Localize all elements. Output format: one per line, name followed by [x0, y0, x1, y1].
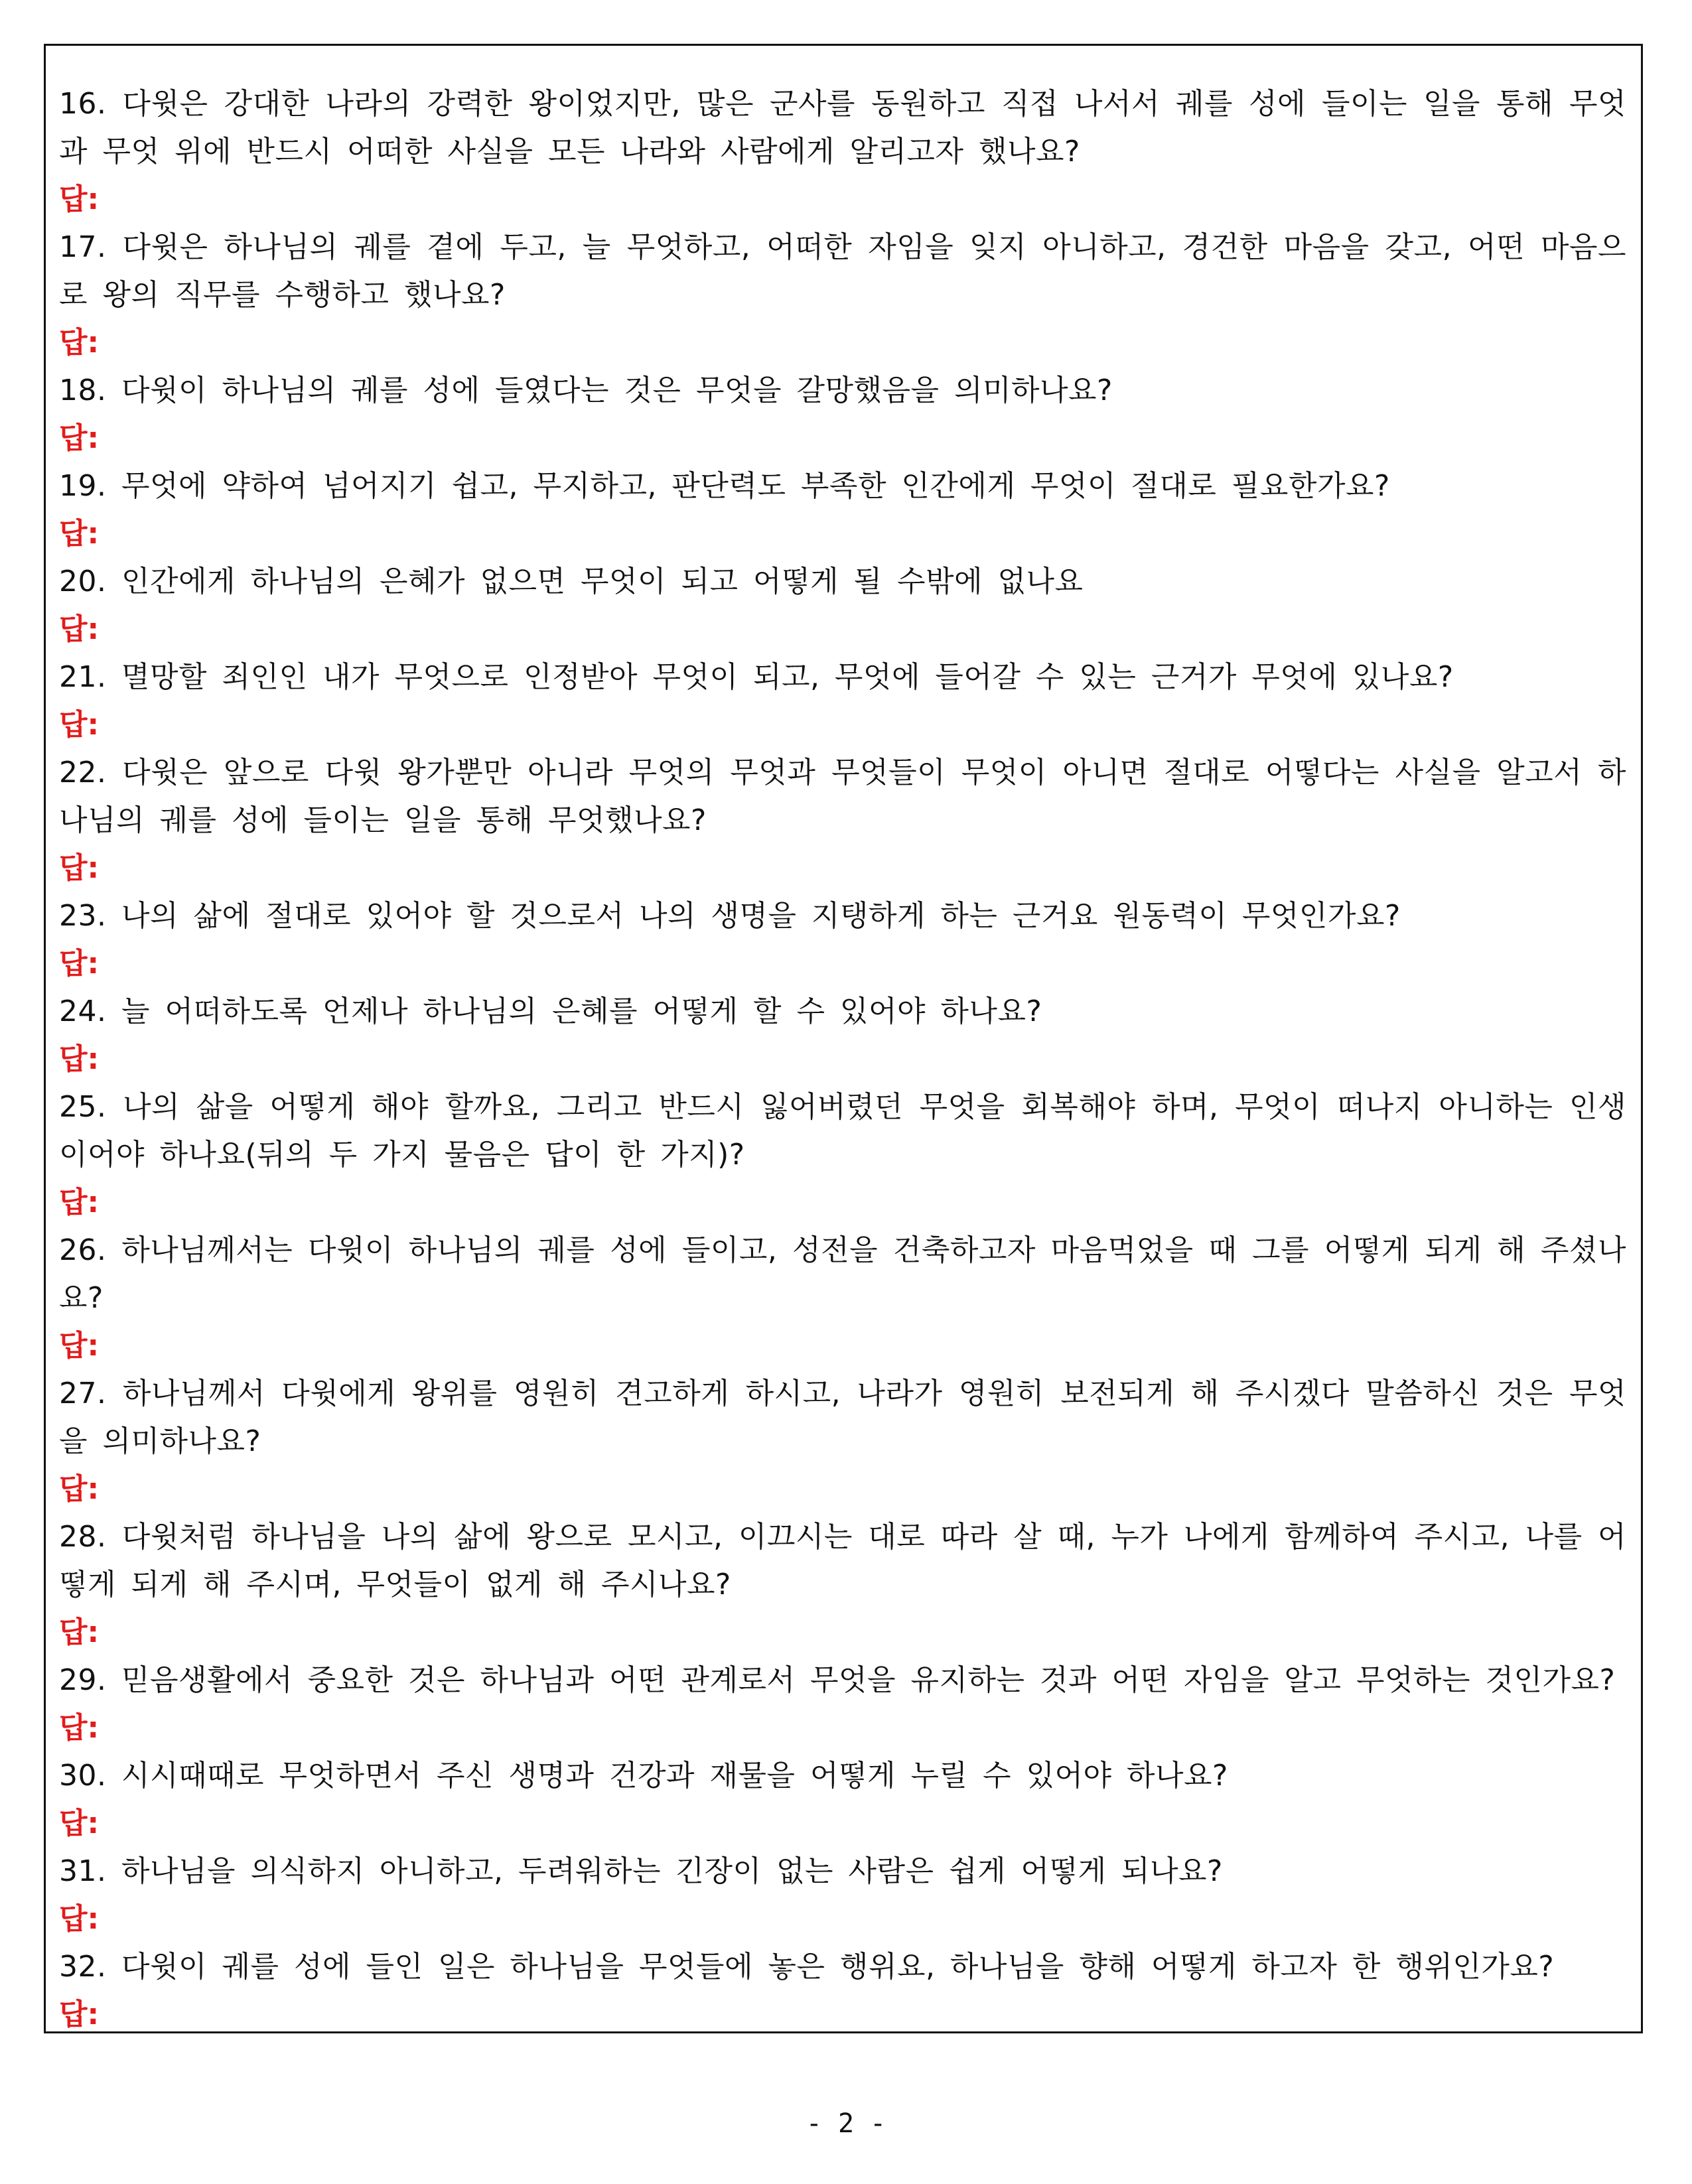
question-22: 22. 다윗은 앞으로 다윗 왕가뿐만 아니라 무엇의 무엇과 무엇들이 무엇이 아니면 절대로 어떻다는 사실을 알고서 하나님의 궤를 성에 들이는 일을 통해 무엇했나요? [59, 756, 1626, 837]
qa-item-31 [59, 1848, 1626, 1943]
answer-label-25: 답: [59, 1186, 100, 1219]
question-25: 25. 나의 삶을 어떻게 해야 할까요, 그리고 반드시 잃어버렸던 무엇을 회복해야 하며, 무엇이 떠나지 아니하는 인생이어야 하나요(뒤의 두 가지 물음은 답이 한 가지)? [59, 1090, 1626, 1172]
question-box [44, 44, 1643, 2033]
answer-label-22: 답: [59, 851, 100, 885]
question-29: 29. 믿음생활에서 중요한 것은 하나님과 어떤 관계로서 무엇을 유지하는 것과 어떤 자임을 알고 무엇하는 것인가요? [59, 1663, 1616, 1697]
answer-label-24: 답: [59, 1042, 100, 1076]
qa-item-23 [59, 892, 1626, 988]
question-18: 18. 다윗이 하나님의 궤를 성에 들였다는 것은 무엇을 갈망했음을 의미하나요? [59, 374, 1113, 407]
qa-item-16 [59, 80, 1626, 224]
qa-item-20 [59, 558, 1626, 653]
answer-label-20: 답: [59, 612, 100, 646]
answer-label-28: 답: [59, 1615, 100, 1649]
qa-item-17 [59, 224, 1626, 367]
answer-label-29: 답: [59, 1711, 100, 1745]
qa-item-29 [59, 1657, 1626, 1752]
qa-item-19 [59, 462, 1626, 558]
question-23: 23. 나의 삶에 절대로 있어야 할 것으로서 나의 생명을 지탱하게 하는 근거요 원동력이 무엇인가요? [59, 899, 1401, 933]
qa-item-21 [59, 653, 1626, 749]
answer-label-19: 답: [59, 517, 100, 551]
answer-label-26: 답: [59, 1329, 100, 1363]
answer-label-23: 답: [59, 947, 100, 981]
answer-label-27: 답: [59, 1472, 100, 1506]
question-28: 28. 다윗처럼 하나님을 나의 삶에 왕으로 모시고, 이끄시는 대로 따라 살 때, 누가 나에게 함께하여 주시고, 나를 어떻게 되게 해 주시며, 무엇들이 없게 해 주시나요? [59, 1520, 1626, 1602]
question-20: 20. 인간에게 하나님의 은혜가 없으면 무엇이 되고 어떻게 될 수밖에 없나요 [59, 565, 1084, 598]
qa-item-32 [59, 1943, 1626, 2039]
question-21: 21. 멸망할 죄인인 내가 무엇으로 인정받아 무엇이 되고, 무엇에 들어갈 수 있는 근거가 무엇에 있나요? [59, 660, 1454, 694]
qa-item-25 [59, 1083, 1626, 1227]
question-17: 17. 다윗은 하나님의 궤를 곁에 두고, 늘 무엇하고, 어떠한 자임을 잊지 아니하고, 경건한 마음을 갖고, 어떤 마음으로 왕의 직무를 수행하고 했나요? [59, 230, 1626, 312]
qa-item-30 [59, 1752, 1626, 1848]
question-27: 27. 하나님께서 다윗에게 왕위를 영원히 견고하게 하시고, 나라가 영원히 보전되게 해 주시겠다 말씀하신 것은 무엇을 의미하나요? [59, 1377, 1626, 1458]
qa-item-22 [59, 749, 1626, 892]
question-16: 16. 다윗은 강대한 나라의 강력한 왕이었지만, 많은 군사를 동원하고 직접 나서서 궤를 성에 들이는 일을 통해 무엇과 무엇 위에 반드시 어떠한 사실을 모든 나라와 사람에게 알리고자 했나요? [59, 87, 1626, 169]
answer-label-18: 답: [59, 421, 100, 455]
answer-label-17: 답: [59, 326, 100, 360]
answer-label-21: 답: [59, 708, 100, 742]
question-26: 26. 하나님께서는 다윗이 하나님의 궤를 성에 들이고, 성전을 건축하고자 마음먹었을 때 그를 어떻게 되게 해 주셨나요? [59, 1233, 1626, 1315]
question-31: 31. 하나님을 의식하지 아니하고, 두려워하는 긴장이 없는 사람은 쉽게 어떻게 되나요? [59, 1854, 1223, 1888]
question-24: 24. 늘 어떠하도록 언제나 하나님의 은혜를 어떻게 할 수 있어야 하나요? [59, 994, 1042, 1028]
question-30: 30. 시시때때로 무엇하면서 주신 생명과 건강과 재물을 어떻게 누릴 수 있어야 하나요? [59, 1759, 1228, 1793]
question-19: 19. 무엇에 약하여 넘어지기 쉽고, 무지하고, 판단력도 부족한 인간에게 무엇이 절대로 필요한가요? [59, 469, 1390, 503]
qa-item-24 [59, 988, 1626, 1083]
answer-label-30: 답: [59, 1807, 100, 1840]
page-number: - 2 - [806, 2108, 886, 2139]
qa-item-18 [59, 367, 1626, 462]
qa-item-27 [59, 1370, 1626, 1513]
qa-item-28 [59, 1513, 1626, 1657]
answer-label-31: 답: [59, 1902, 100, 1936]
qa-item-26 [59, 1227, 1626, 1370]
answer-label-16: 답: [59, 182, 100, 216]
answer-label-32: 답: [59, 1998, 100, 2031]
question-32: 32. 다윗이 궤를 성에 들인 일은 하나님을 무엇들에 놓은 행위요, 하나님을 향해 어떻게 하고자 한 행위인가요? [59, 1950, 1555, 1984]
